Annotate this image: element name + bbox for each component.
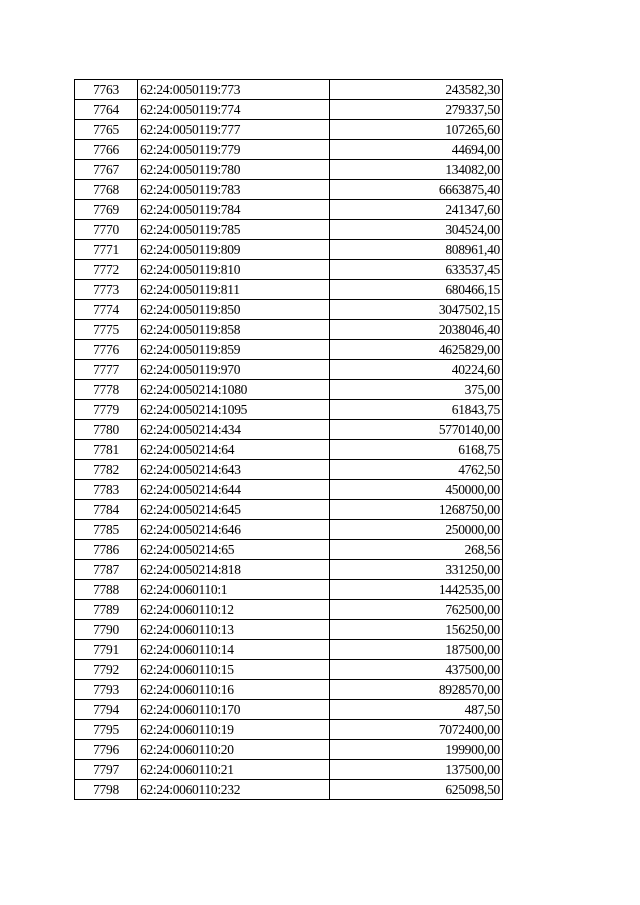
cadastral-value-cell: 279337,50	[330, 100, 503, 120]
table-body	[75, 80, 503, 800]
table-row	[75, 440, 503, 460]
cadastral-value-cell: 8928570,00	[330, 680, 503, 700]
table-row	[75, 380, 503, 400]
table-row	[75, 780, 503, 800]
cadastral-number-cell: 62:24:0050119:811	[138, 280, 330, 300]
row-number-cell: 7777	[75, 360, 138, 380]
row-number-cell: 7766	[75, 140, 138, 160]
cadastral-number-cell: 62:24:0050214:818	[138, 560, 330, 580]
cadastral-number-cell: 62:24:0050119:785	[138, 220, 330, 240]
cadastral-number-cell: 62:24:0050119:858	[138, 320, 330, 340]
row-number-cell: 7795	[75, 720, 138, 740]
row-number-cell: 7779	[75, 400, 138, 420]
row-number-cell: 7785	[75, 520, 138, 540]
table-row	[75, 620, 503, 640]
row-number-cell: 7772	[75, 260, 138, 280]
table-row	[75, 280, 503, 300]
table-row	[75, 80, 503, 100]
table-row	[75, 660, 503, 680]
cadastral-number-cell: 62:24:0050119:783	[138, 180, 330, 200]
table-row	[75, 360, 503, 380]
cadastral-value-cell: 304524,00	[330, 220, 503, 240]
cadastral-number-cell: 62:24:0060110:21	[138, 760, 330, 780]
cadastral-number-cell: 62:24:0050214:643	[138, 460, 330, 480]
row-number-cell: 7789	[75, 600, 138, 620]
cadastral-value-cell: 450000,00	[330, 480, 503, 500]
cadastral-value-cell: 633537,45	[330, 260, 503, 280]
cadastral-value-cell: 6663875,40	[330, 180, 503, 200]
cadastral-number-cell: 62:24:0060110:1	[138, 580, 330, 600]
cadastral-number-cell: 62:24:0060110:14	[138, 640, 330, 660]
cadastral-value-cell: 156250,00	[330, 620, 503, 640]
cadastral-number-cell: 62:24:0050214:64	[138, 440, 330, 460]
table-row	[75, 320, 503, 340]
cadastral-value-cell: 241347,60	[330, 200, 503, 220]
row-number-cell: 7793	[75, 680, 138, 700]
cadastral-number-cell: 62:24:0050119:859	[138, 340, 330, 360]
cadastral-value-cell: 107265,60	[330, 120, 503, 140]
table-row	[75, 200, 503, 220]
cadastral-number-cell: 62:24:0050214:434	[138, 420, 330, 440]
cadastral-number-cell: 62:24:0050214:645	[138, 500, 330, 520]
table-row	[75, 260, 503, 280]
row-number-cell: 7765	[75, 120, 138, 140]
cadastral-value-cell: 625098,50	[330, 780, 503, 800]
cadastral-value-cell: 243582,30	[330, 80, 503, 100]
row-number-cell: 7767	[75, 160, 138, 180]
row-number-cell: 7764	[75, 100, 138, 120]
cadastral-value-cell: 4625829,00	[330, 340, 503, 360]
row-number-cell: 7776	[75, 340, 138, 360]
cadastral-value-cell: 680466,15	[330, 280, 503, 300]
cadastral-value-cell: 187500,00	[330, 640, 503, 660]
table-row	[75, 540, 503, 560]
row-number-cell: 7781	[75, 440, 138, 460]
table-row	[75, 740, 503, 760]
cadastral-number-cell: 62:24:0050119:850	[138, 300, 330, 320]
cadastral-number-cell: 62:24:0050214:1095	[138, 400, 330, 420]
table-row	[75, 160, 503, 180]
table-row	[75, 100, 503, 120]
table-row	[75, 480, 503, 500]
row-number-cell: 7782	[75, 460, 138, 480]
table-row	[75, 400, 503, 420]
row-number-cell: 7787	[75, 560, 138, 580]
cadastral-value-cell: 199900,00	[330, 740, 503, 760]
cadastral-number-cell: 62:24:0050119:779	[138, 140, 330, 160]
row-number-cell: 7797	[75, 760, 138, 780]
table-row	[75, 120, 503, 140]
cadastral-number-cell: 62:24:0050119:970	[138, 360, 330, 380]
row-number-cell: 7790	[75, 620, 138, 640]
table-row	[75, 520, 503, 540]
cadastral-number-cell: 62:24:0060110:232	[138, 780, 330, 800]
row-number-cell: 7763	[75, 80, 138, 100]
cadastral-number-cell: 62:24:0050214:1080	[138, 380, 330, 400]
cadastral-value-cell: 40224,60	[330, 360, 503, 380]
cadastral-value-cell: 44694,00	[330, 140, 503, 160]
cadastral-value-cell: 437500,00	[330, 660, 503, 680]
table-row	[75, 640, 503, 660]
cadastral-value-cell: 1268750,00	[330, 500, 503, 520]
table-row	[75, 240, 503, 260]
table-row	[75, 300, 503, 320]
row-number-cell: 7774	[75, 300, 138, 320]
row-number-cell: 7770	[75, 220, 138, 240]
table-row	[75, 720, 503, 740]
table-row	[75, 340, 503, 360]
cadastral-value-cell: 487,50	[330, 700, 503, 720]
table-row	[75, 560, 503, 580]
table-row	[75, 580, 503, 600]
row-number-cell: 7771	[75, 240, 138, 260]
row-number-cell: 7788	[75, 580, 138, 600]
table-row	[75, 500, 503, 520]
table-row	[75, 700, 503, 720]
table-row	[75, 460, 503, 480]
cadastral-value-cell: 6168,75	[330, 440, 503, 460]
cadastral-number-cell: 62:24:0050214:646	[138, 520, 330, 540]
table-row	[75, 680, 503, 700]
row-number-cell: 7773	[75, 280, 138, 300]
row-number-cell: 7769	[75, 200, 138, 220]
cadastral-value-cell: 4762,50	[330, 460, 503, 480]
table-row	[75, 420, 503, 440]
cadastral-value-cell: 2038046,40	[330, 320, 503, 340]
cadastral-number-cell: 62:24:0060110:170	[138, 700, 330, 720]
cadastral-number-cell: 62:24:0060110:15	[138, 660, 330, 680]
cadastral-number-cell: 62:24:0050119:780	[138, 160, 330, 180]
table-row	[75, 600, 503, 620]
table-row	[75, 180, 503, 200]
cadastral-number-cell: 62:24:0060110:12	[138, 600, 330, 620]
cadastral-number-cell: 62:24:0060110:13	[138, 620, 330, 640]
table-row	[75, 140, 503, 160]
row-number-cell: 7784	[75, 500, 138, 520]
cadastral-number-cell: 62:24:0050119:809	[138, 240, 330, 260]
cadastral-number-cell: 62:24:0050119:773	[138, 80, 330, 100]
cadastral-value-cell: 5770140,00	[330, 420, 503, 440]
cadastral-value-cell: 268,56	[330, 540, 503, 560]
cadastral-number-cell: 62:24:0060110:20	[138, 740, 330, 760]
cadastral-number-cell: 62:24:0050119:777	[138, 120, 330, 140]
cadastral-value-cell: 762500,00	[330, 600, 503, 620]
cadastral-value-cell: 331250,00	[330, 560, 503, 580]
row-number-cell: 7792	[75, 660, 138, 680]
row-number-cell: 7780	[75, 420, 138, 440]
row-number-cell: 7794	[75, 700, 138, 720]
cadastral-value-cell: 250000,00	[330, 520, 503, 540]
cadastral-number-cell: 62:24:0050214:65	[138, 540, 330, 560]
cadastral-value-cell: 137500,00	[330, 760, 503, 780]
cadastral-number-cell: 62:24:0050119:774	[138, 100, 330, 120]
row-number-cell: 7798	[75, 780, 138, 800]
cadastral-value-cell: 808961,40	[330, 240, 503, 260]
cadastral-number-cell: 62:24:0060110:19	[138, 720, 330, 740]
cadastral-number-cell: 62:24:0050214:644	[138, 480, 330, 500]
row-number-cell: 7775	[75, 320, 138, 340]
cadastral-value-cell: 134082,00	[330, 160, 503, 180]
cadastral-number-cell: 62:24:0060110:16	[138, 680, 330, 700]
cadastral-value-cell: 1442535,00	[330, 580, 503, 600]
cadastral-value-table	[74, 79, 503, 800]
row-number-cell: 7768	[75, 180, 138, 200]
cadastral-value-cell: 3047502,15	[330, 300, 503, 320]
row-number-cell: 7791	[75, 640, 138, 660]
table-row	[75, 760, 503, 780]
row-number-cell: 7783	[75, 480, 138, 500]
cadastral-value-cell: 7072400,00	[330, 720, 503, 740]
cadastral-number-cell: 62:24:0050119:784	[138, 200, 330, 220]
table-row	[75, 220, 503, 240]
row-number-cell: 7778	[75, 380, 138, 400]
row-number-cell: 7796	[75, 740, 138, 760]
cadastral-value-cell: 375,00	[330, 380, 503, 400]
row-number-cell: 7786	[75, 540, 138, 560]
cadastral-value-cell: 61843,75	[330, 400, 503, 420]
cadastral-number-cell: 62:24:0050119:810	[138, 260, 330, 280]
